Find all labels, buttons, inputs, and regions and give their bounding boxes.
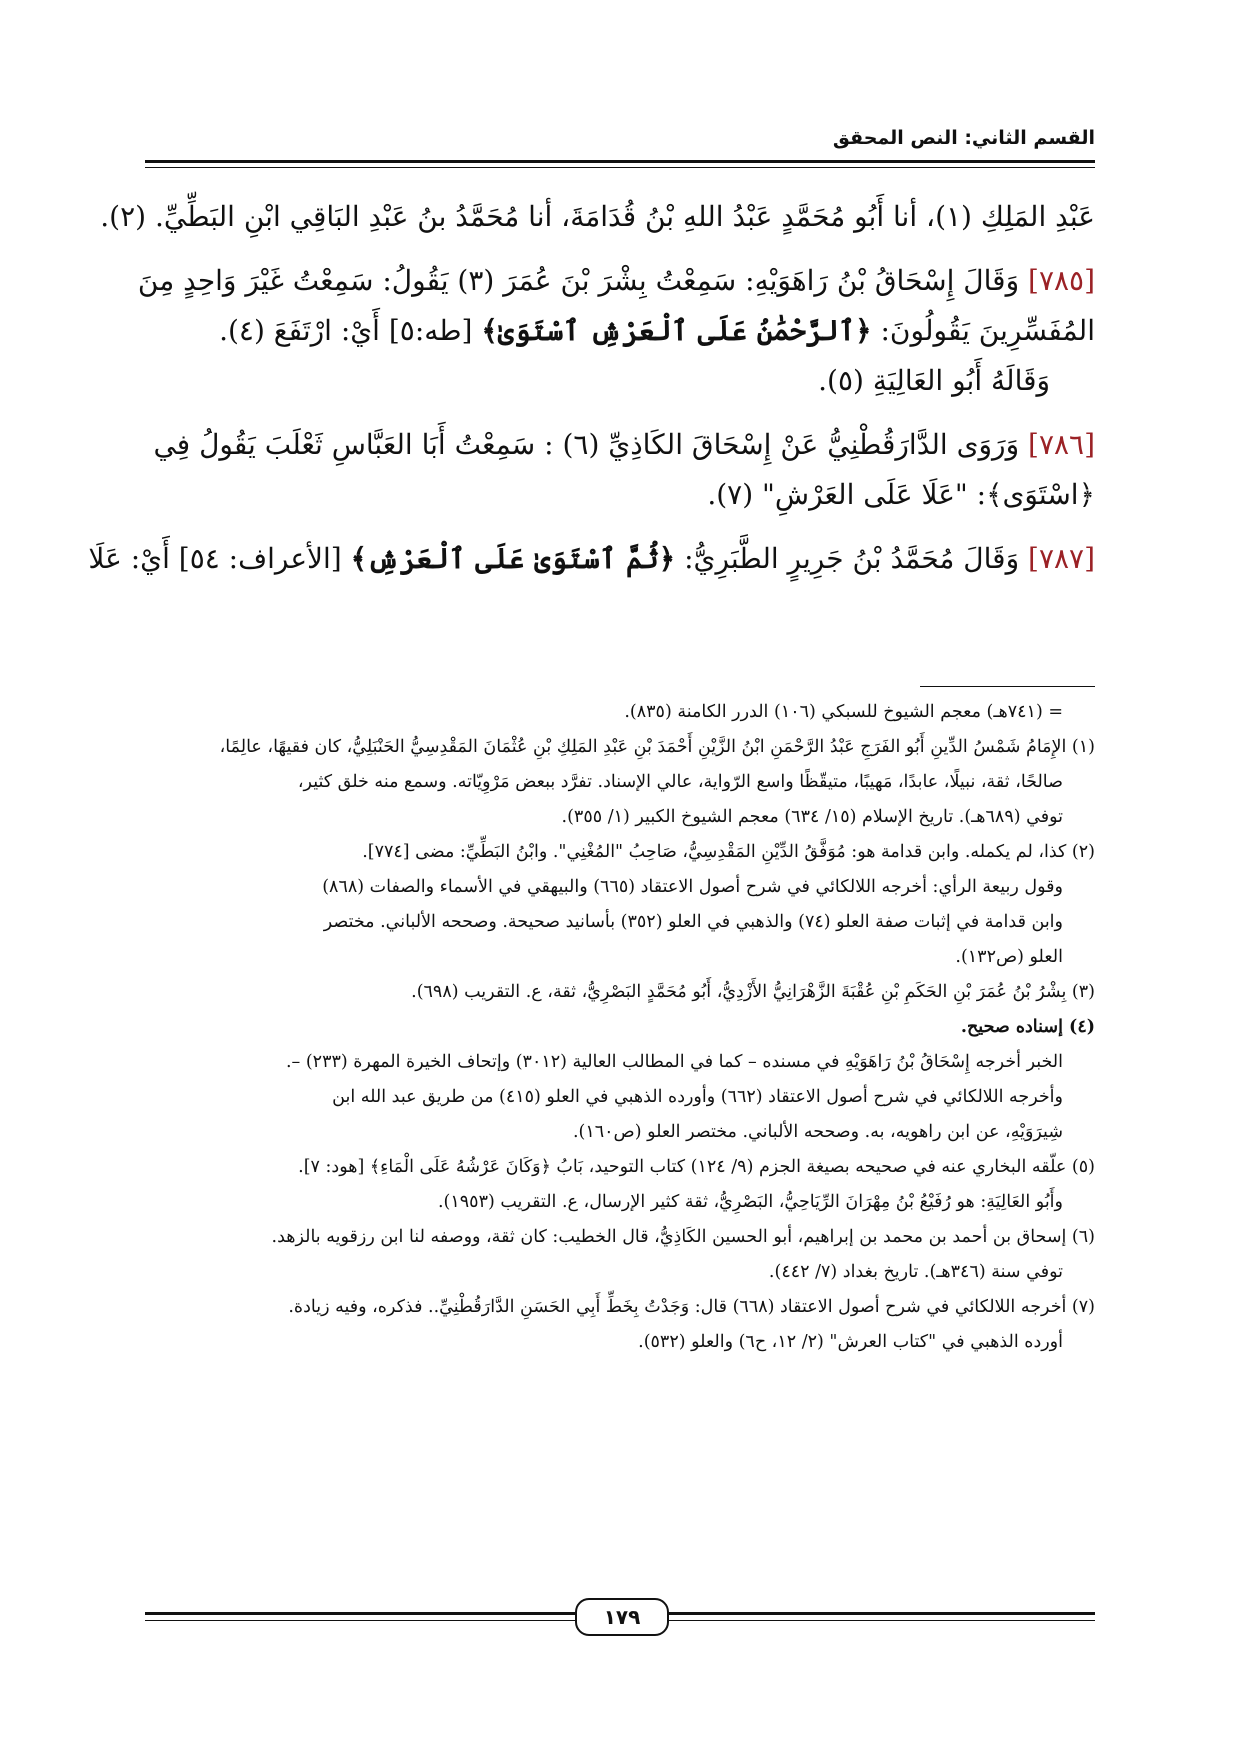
footer-rule xyxy=(145,1612,575,1615)
quran-verse: ﴿ٱلرَّحْمَٰنُ عَلَى ٱلْعَرْشِ ٱسْتَوَىٰ﴾ xyxy=(481,314,872,347)
entry-number: [٧٨٦] xyxy=(1028,428,1095,461)
header-rule-thin xyxy=(145,167,1095,168)
footer-rule xyxy=(665,1612,1095,1615)
text-line: المُفَسِّرِينَ يَقُولُونَ: ﴿ٱلرَّحْمَٰنُ عَلَى ٱلْعَرْشِ ٱسْتَوَىٰ﴾ [طه:٥] أَيْ: ارْتَفَعَ (٤). xyxy=(219,314,1095,347)
footnote-line: توفي (٦٨٩هـ). تاريخ الإسلام (١٥/ ٦٣٤) معجم الشيوخ الكبير (١/ ٣٥٥). xyxy=(561,807,1063,827)
text-line: وَقَالَهُ أَبُو العَالِيَةِ (٥). xyxy=(818,364,1050,397)
footnote-3: (٣) بِشْرُ بْنُ عُمَرَ بْنِ الحَكَمِ بْنِ عُقْبَةَ الزَّهْرَانِيُّ الأَزْدِيُّ، أَبُو مُحَمَّدٍ البَصْرِيُّ، ثقة، ع. التقريب (٦٩٨). xyxy=(411,982,1095,1002)
main-text xyxy=(88,180,1095,584)
footnote-line: أورده الذهبي في "كتاب العرش" (٢/ ١٢، ح٦) والعلو (٥٣٢). xyxy=(638,1332,1063,1352)
footnote-2: (٢) كذا، لم يكمله. وابن قدامة هو: مُوَفَّقُ الدِّيْنِ المَقْدِسِيُّ، صَاحِبُ "المُغْنِي". وابْنُ البَطِّيِّ: مضى [٧٧٤]. xyxy=(362,842,1095,862)
footnote-1: (١) الإِمَامُ شَمْسُ الدِّينِ أَبُو الفَرَجِ عَبْدُ الرَّحْمَنِ ابْنُ الزَّيْنِ أَحْمَدَ بْنِ عَبْدِ المَلِكِ بْنِ عُثْمَانَ المَقْدِسِيُّ الحَنْبَلِيُّ، كان فقيهًا، عالِمًا، xyxy=(219,737,1095,757)
footnote-line: شِيرَوَيْهِ، عن ابن راهويه، به. وصححه الألباني. مختصر العلو (ص١٦٠). xyxy=(572,1122,1063,1142)
footnote-7: (٧) أخرجه اللالكائي في شرح أصول الاعتقاد (٦٦٨) قال: وَجَدْتُ بِخَطِّ أَبِي الحَسَنِ الدَّارَقُطْنِيِّ.. فذكره، وفيه زيادة. xyxy=(288,1297,1095,1317)
entry-785: [٧٨٥] وَقَالَ إِسْحَاقُ بْنُ رَاهَوَيْهِ: سَمِعْتُ بِشْرَ بْنَ عُمَرَ (٣) يَقُولُ: سَمِعْتُ غَيْرَ وَاحِدٍ مِنَ xyxy=(137,264,1095,297)
footer-rule xyxy=(665,1620,1095,1621)
quran-verse: ﴿ثُمَّ ٱسْتَوَىٰ عَلَى ٱلْعَرْشِ﴾ xyxy=(350,542,676,575)
entry-number: [٧٨٧] xyxy=(1028,542,1095,575)
footnote-line: وأخرجه اللالكائي في شرح أصول الاعتقاد (٦٦٢) وأورده الذهبي في العلو (٤١٥) من طريق عبد الله ابن xyxy=(332,1087,1063,1107)
footnotes xyxy=(145,695,1095,1360)
footnote-line: وقول ربيعة الرأي: أخرجه اللالكائي في شرح أصول الاعتقاد (٦٦٥) والبيهقي في الأسماء والصفات (٨٦٨) xyxy=(322,877,1063,897)
footnote-5: (٥) علّقه البخاري عنه في صحيحه بصيغة الجزم (٩/ ١٢٤) كتاب التوحيد، بَابُ ﴿وَكَانَ عَرْشُهُ عَلَى الْمَاءِ﴾ [هود: ٧]. xyxy=(298,1157,1095,1177)
page-number: ١٧٩ xyxy=(575,1598,669,1636)
entry-787: [٧٨٧] وَقَالَ مُحَمَّدُ بْنُ جَرِيرٍ الطَّبَرِيُّ: ﴿ثُمَّ ٱسْتَوَىٰ عَلَى ٱلْعَرْشِ﴾ [الأعراف: ٥٤] أَيْ: عَلَا xyxy=(88,542,1095,575)
entry-786: [٧٨٦] وَرَوَى الدَّارَقُطْنِيُّ عَنْ إِسْحَاقَ الكَاذِيِّ (٦) : سَمِعْتُ أَبَا العَبَّاسِ ثَعْلَبَ يَقُولُ فِي xyxy=(153,428,1095,461)
text-line: عَبْدِ المَلِكِ (١)، أنا أَبُو مُحَمَّدٍ عَبْدُ اللهِ بْنُ قُدَامَةَ، أنا مُحَمَّدُ بنُ عَبْدِ البَاقِي ابْنِ البَطِّيِّ. (٢). xyxy=(100,200,1095,233)
footnote-separator xyxy=(920,686,1095,687)
entry-number: [٧٨٥] xyxy=(1028,264,1095,297)
running-title: القسم الثاني: النص المحقق xyxy=(832,127,1095,149)
footnote-line: = (٧٤١هـ) معجم الشيوخ للسبكي (١٠٦) الدرر الكامنة (٨٣٥). xyxy=(624,702,1063,722)
footnote-line: وابن قدامة في إثبات صفة العلو (٧٤) والذهبي في العلو (٣٥٢) بأسانيد صحيحة. وصححه الألباني. مختصر xyxy=(323,912,1063,932)
footnote-line: العلو (ص١٣٢). xyxy=(955,947,1063,967)
footnote-4: (٤) إسناده صحيح. xyxy=(960,1017,1095,1037)
footnote-line: وأَبُو العَالِيَةِ: هو رُفَيْعُ بْنُ مِهْرَانَ الرِّيَاحِيُّ، البَصْرِيُّ، ثقة كثير الإرسال، ع. التقريب (١٩٥٣). xyxy=(437,1192,1063,1212)
header-rule-thick xyxy=(145,160,1095,163)
footnote-6: (٦) إسحاق بن أحمد بن محمد بن إبراهيم، أبو الحسين الكَاذِيُّ، قال الخطيب: كان ثقة، ووصفه لنا ابن رزقويه بالزهد. xyxy=(271,1227,1095,1247)
footnote-line: توفي سنة (٣٤٦هـ). تاريخ بغداد (٧/ ٤٤٢). xyxy=(768,1262,1063,1282)
footnote-line: الخبر أخرجه إِسْحَاقُ بْنُ رَاهَوَيْهِ في مسنده – كما في المطالب العالية (٣٠١٢) وإتحاف الخيرة المهرة (٢٣٣) –. xyxy=(285,1052,1063,1072)
text-line: ﴿اسْتَوَى﴾: "عَلَا عَلَى العَرْشِ" (٧). xyxy=(707,478,1095,511)
footnote-line: صالحًا، ثقة، نبيلًا، عابدًا، مَهيبًا، متيقّظًا واسع الرّواية، عالي الإسناد. تفرَّد ببعض مَرْوِيّاته. وسمع منه خلق كثير، xyxy=(297,772,1063,792)
footer-rule xyxy=(145,1620,575,1621)
